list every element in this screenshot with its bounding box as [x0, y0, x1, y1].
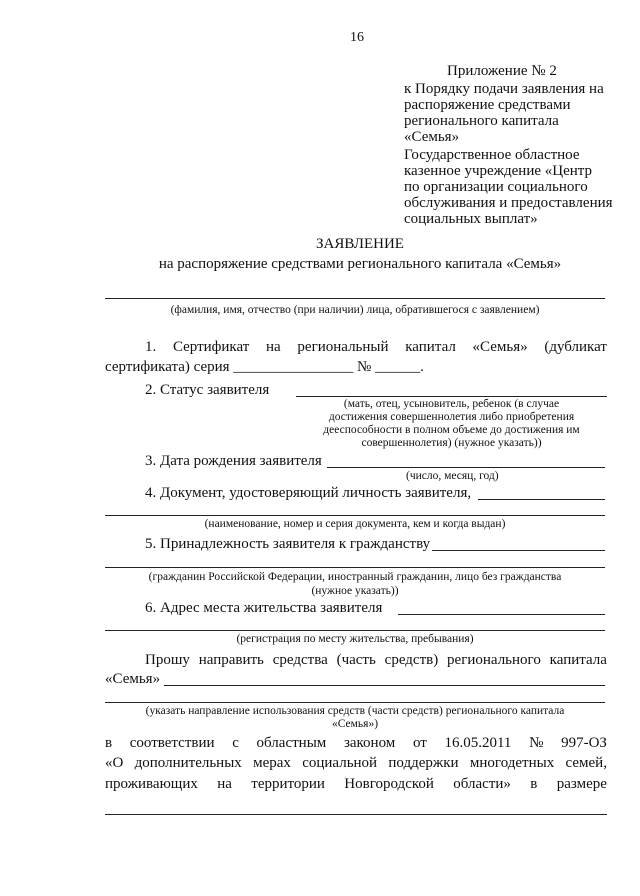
- word: регионального: [447, 652, 541, 668]
- request-hint: [105, 705, 605, 731]
- word: многодетных: [469, 755, 555, 771]
- request-line1: [145, 652, 607, 669]
- word: законом: [343, 735, 396, 751]
- word: направить: [198, 652, 264, 668]
- word: капитал: [405, 339, 456, 355]
- law-line-2: [105, 755, 607, 772]
- appendix-ref-line: «Семья»: [404, 129, 460, 145]
- word: мерах: [253, 755, 291, 771]
- status-hint-line: (мать, отец, усыновитель, ребенок (в случае: [343, 398, 560, 410]
- request-hint-line: (указать направление использования средств (части средств) регионального капитала: [145, 705, 565, 717]
- law-line-3: [105, 776, 607, 793]
- certificate-line2: сертификата) серия ________________ № ______.: [105, 359, 424, 375]
- word: дополнительных: [134, 755, 242, 771]
- appendix-reference: [404, 81, 604, 145]
- word: на: [217, 776, 232, 792]
- request-direction-line-2[interactable]: [105, 702, 605, 703]
- word: №: [529, 735, 544, 751]
- word: (дубликат: [544, 339, 607, 355]
- address-field-line-2[interactable]: [105, 630, 605, 631]
- birthdate-field-line[interactable]: [327, 467, 605, 468]
- status-hint-line: совершеннолетия) (нужное указать)): [361, 437, 542, 449]
- status-label: 2. Статус заявителя: [145, 382, 270, 398]
- applicant-name-line[interactable]: [105, 298, 605, 299]
- birthdate-label: 3. Дата рождения заявителя: [145, 453, 322, 469]
- document-label: 4. Документ, удостоверяющий личность заявителя,: [145, 485, 472, 501]
- appendix-ref-line: к Порядку подачи заявления на: [404, 81, 604, 97]
- document-field-line-1[interactable]: [478, 499, 605, 500]
- citizenship-field-line-2[interactable]: [105, 567, 605, 568]
- amount-field-line[interactable]: [105, 814, 607, 815]
- word: территории: [251, 776, 325, 792]
- word: областным: [256, 735, 327, 751]
- recipient-line: обслуживания и предоставления: [404, 195, 613, 211]
- status-hint-line: дееспособности в полном объеме до достижения им: [323, 424, 580, 436]
- appendix-ref-line: распоряжение средствами: [404, 97, 571, 113]
- word: семей,: [565, 755, 607, 771]
- word: на: [266, 339, 281, 355]
- appendix-title: Приложение № 2: [447, 63, 557, 79]
- word: «О: [105, 755, 124, 771]
- document-subtitle: на распоряжение средствами регионального капитала «Семья»: [158, 256, 562, 272]
- word: размере: [556, 776, 607, 792]
- birthdate-hint: (число, месяц, год): [406, 470, 499, 482]
- word: Сертификат: [172, 339, 250, 355]
- word: Новгородской: [344, 776, 434, 792]
- recipient-line: по организации социального: [404, 179, 588, 195]
- recipient-line: социальных выплат»: [404, 211, 538, 227]
- word: поддержки: [388, 755, 459, 771]
- address-label: 6. Адрес места жительства заявителя: [145, 600, 383, 616]
- address-field-line-1[interactable]: [398, 614, 605, 615]
- word: в: [530, 776, 538, 792]
- word: проживающих: [105, 776, 198, 792]
- word: от: [412, 735, 427, 751]
- recipient-line: казенное учреждение «Центр: [404, 163, 593, 179]
- request-hint-line: «Семья»): [331, 718, 379, 730]
- word: 997-ОЗ: [561, 735, 607, 751]
- applicant-name-hint: (фамилия, имя, отчество (при наличии) лица, обратившегося с заявлением): [170, 304, 540, 316]
- word: капитала: [549, 652, 607, 668]
- citizenship-hint: [105, 570, 605, 598]
- word: области»: [453, 776, 511, 792]
- word: региональный: [297, 339, 389, 355]
- citizenship-field-line-1[interactable]: [432, 550, 605, 551]
- document-field-line-2[interactable]: [105, 515, 605, 516]
- citizenship-hint-line: (нужное указать)): [311, 585, 399, 597]
- recipient-block: [404, 147, 613, 227]
- word: 16.05.2011: [444, 735, 512, 751]
- document-title: ЗАЯВЛЕНИЕ: [316, 236, 404, 252]
- word: средств): [384, 652, 439, 668]
- word: «Семья»: [472, 339, 528, 355]
- certificate-line1: [145, 339, 607, 356]
- word: (часть: [336, 652, 376, 668]
- appendix-ref-line: регионального капитала: [404, 113, 559, 129]
- page-number: 16: [350, 30, 364, 45]
- status-hint: [296, 398, 607, 450]
- request-family-label: «Семья»: [105, 671, 161, 687]
- word: 1.: [145, 339, 157, 355]
- law-line-1: [105, 735, 607, 752]
- document-hint: (наименование, номер и серия документа, кем и когда выдан): [204, 518, 506, 530]
- word: с: [232, 735, 239, 751]
- request-direction-line-1[interactable]: [164, 685, 605, 686]
- word: в: [105, 735, 113, 751]
- citizenship-hint-line: (гражданин Российской Федерации, иностранный гражданин, лицо без гражданства: [148, 571, 562, 583]
- word: Прошу: [145, 652, 190, 668]
- word: соответствии: [129, 735, 215, 751]
- citizenship-label: 5. Принадлежность заявителя к гражданству: [145, 536, 431, 552]
- word: средства: [272, 652, 328, 668]
- recipient-line: Государственное областное: [404, 147, 580, 163]
- status-field-line[interactable]: [296, 396, 607, 397]
- status-hint-line: достижения совершеннолетия либо приобретения: [328, 411, 575, 423]
- address-hint: (регистрация по месту жительства, пребывания): [236, 633, 474, 645]
- word: социальной: [302, 755, 378, 771]
